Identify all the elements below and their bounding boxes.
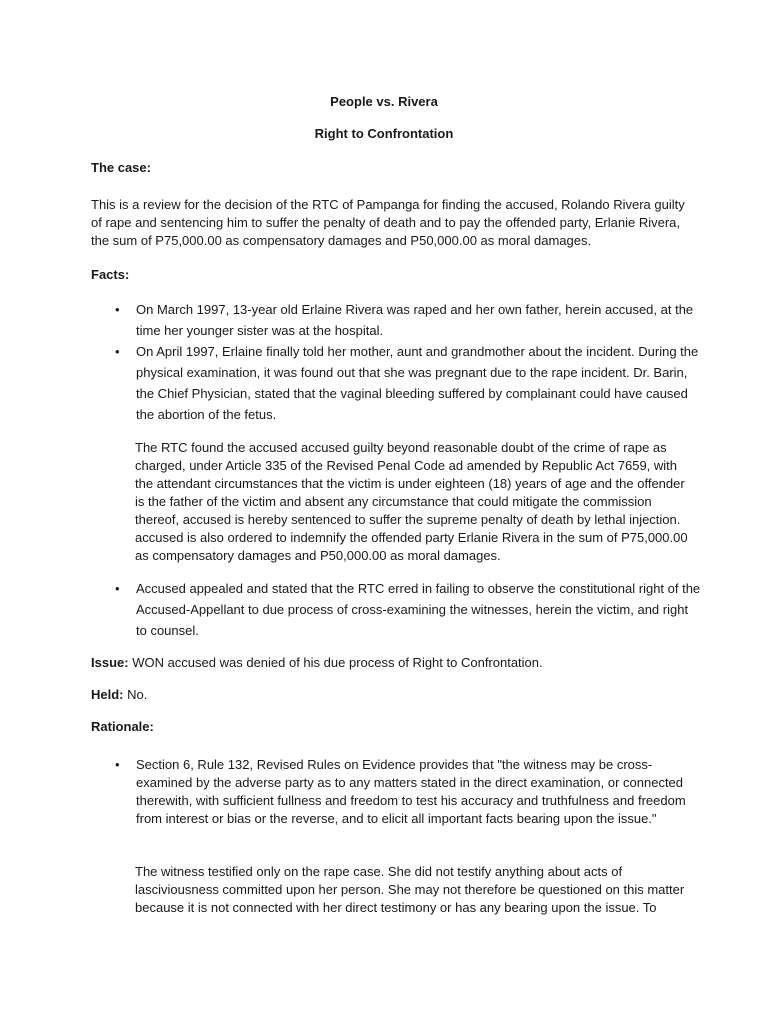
issue-line	[91, 654, 691, 672]
rationale-paragraph: The witness testified only on the rape case. She did not testify anything about acts of lasciviousness committed upon her person. She may not therefore be questioned on this matter because it is not connected with her direct testimony or has any bearing upon the issue. To	[135, 864, 685, 915]
bullet-icon: •	[115, 581, 120, 596]
bullet-icon: •	[115, 344, 120, 359]
rtc-paragraph: The RTC found the accused accused guilty beyond reasonable doubt of the crime of rape as charged, under Article 335 of the Revised Penal Code ad amended by Republic Act 7659, with the attendant circumstances that the victim is under eighteen (18) years of age and the offender is the father of the victim and absent any circumstance that could mitigate the commission thereof, accused is hereby sentenced to suffer the supreme penalty of death by lethal injection. accused is also ordered to indemnify the offended party Erlanie Rivera in the sum of P75,000.00 as compensatory damages and P50,000.00 as moral damages.	[135, 440, 688, 563]
case-paragraph: This is a review for the decision of the RTC of Pampanga for finding the accused, Rolando Rivera guilty of rape and sentencing him to suffer the penalty of death and to pay the offended party, Erlanie Rivera, the sum of P75,000.00 as compensatory damages and P50,000.00 as moral damages.	[91, 197, 685, 248]
rationale-heading: Rationale:	[91, 719, 154, 734]
rationale-text: Section 6, Rule 132, Revised Rules on Evidence provides that "the witness may be cross-examined by the adverse party as to any matters stated in the direct examination, or connected therewith, with sufficient fullness and freedom to test his accuracy and truthfulness and freedom from interest or bias or the reverse, and to elicit all important facts bearing upon the issue."	[136, 757, 686, 826]
fact-text: On April 1997, Erlaine finally told her mother, aunt and grandmother about the incident. During the physical examination, it was found out that she was pregnant due to the rape incident. Dr. Barin, the Chief Physician, stated that the vaginal bleeding suffered by complainant could have caused the abortion of the fetus.	[136, 344, 699, 422]
issue-label: Issue:	[91, 655, 129, 670]
bullet-icon: •	[115, 302, 120, 317]
fact-text: On March 1997, 13-year old Erlaine Rivera was raped and her own father, herein accused, at the time her younger sister was at the hospital.	[136, 302, 694, 338]
facts-heading: Facts:	[91, 267, 130, 282]
case-heading: The case:	[91, 160, 151, 175]
held-label: Held:	[91, 687, 124, 702]
document-subtitle: Right to Confrontation	[314, 126, 454, 141]
held-text: No.	[123, 687, 148, 702]
document-title: People vs. Rivera	[330, 94, 438, 109]
fact-text: Accused appealed and stated that the RTC erred in failing to observe the constitutional right of the Accused-Appellant to due process of cross-examining the witnesses, herein the victim, and right to counsel.	[136, 581, 701, 638]
bullet-icon: •	[115, 757, 120, 772]
held-line	[91, 686, 691, 704]
issue-text: WON accused was denied of his due process of Right to Confrontation.	[128, 655, 543, 670]
